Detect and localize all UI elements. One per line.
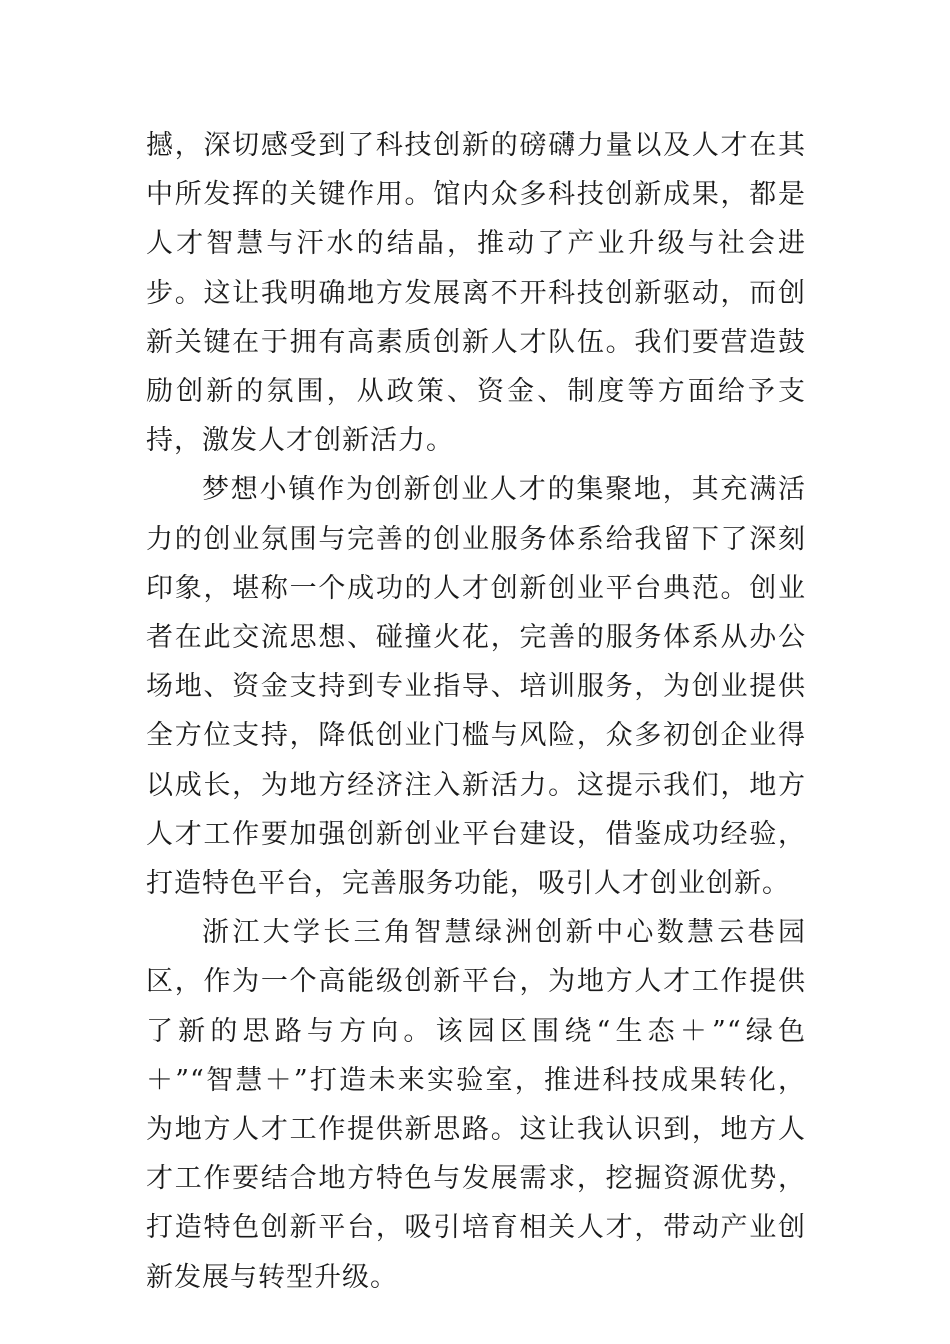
document-body (146, 121, 806, 1302)
paragraph-zju-oasis: 浙江大学长三角智慧绿洲创新中心数慧云巷园区，作为一个高能级创新平台，为地方人才工作提供了新的思路与方向。该园区围绕“生态＋”“绿色＋”“智慧＋”打造未来实验室，推进科技成果转化，为地方人才工作提供新思路。这让我认识到，地方人才工作要结合地方特色与发展需求，挖掘资源优势，打造特色创新平台，吸引培育相关人才，带动产业创新发展与转型升级。 (146, 917, 806, 1293)
paragraph-continued: 撼，深切感受到了科技创新的磅礴力量以及人才在其中所发挥的关键作用。馆内众多科技创新成果，都是人才智慧与汗水的结晶，推动了产业升级与社会进步。这让我明确地方发展离不开科技创新驱动，而创新关键在于拥有高素质创新人才队伍。我们要营造鼓励创新的氛围，从政策、资金、制度等方面给予支持，激发人才创新活力。 (146, 130, 806, 457)
paragraph-dream-town: 梦想小镇作为创新创业人才的集聚地，其充满活力的创业氛围与完善的创业服务体系给我留下了深刻印象，堪称一个成功的人才创新创业平台典范。创业者在此交流思想、碰撞火花，完善的服务体系从办公场地、资金支持到专业指导、培训服务，为创业提供全方位支持，降低创业门槛与风险，众多初创企业得以成长，为地方经济注入新活力。这提示我们，地方人才工作要加强创新创业平台建设，借鉴成功经验，打造特色平台，完善服务功能，吸引人才创业创新。 (146, 474, 806, 900)
